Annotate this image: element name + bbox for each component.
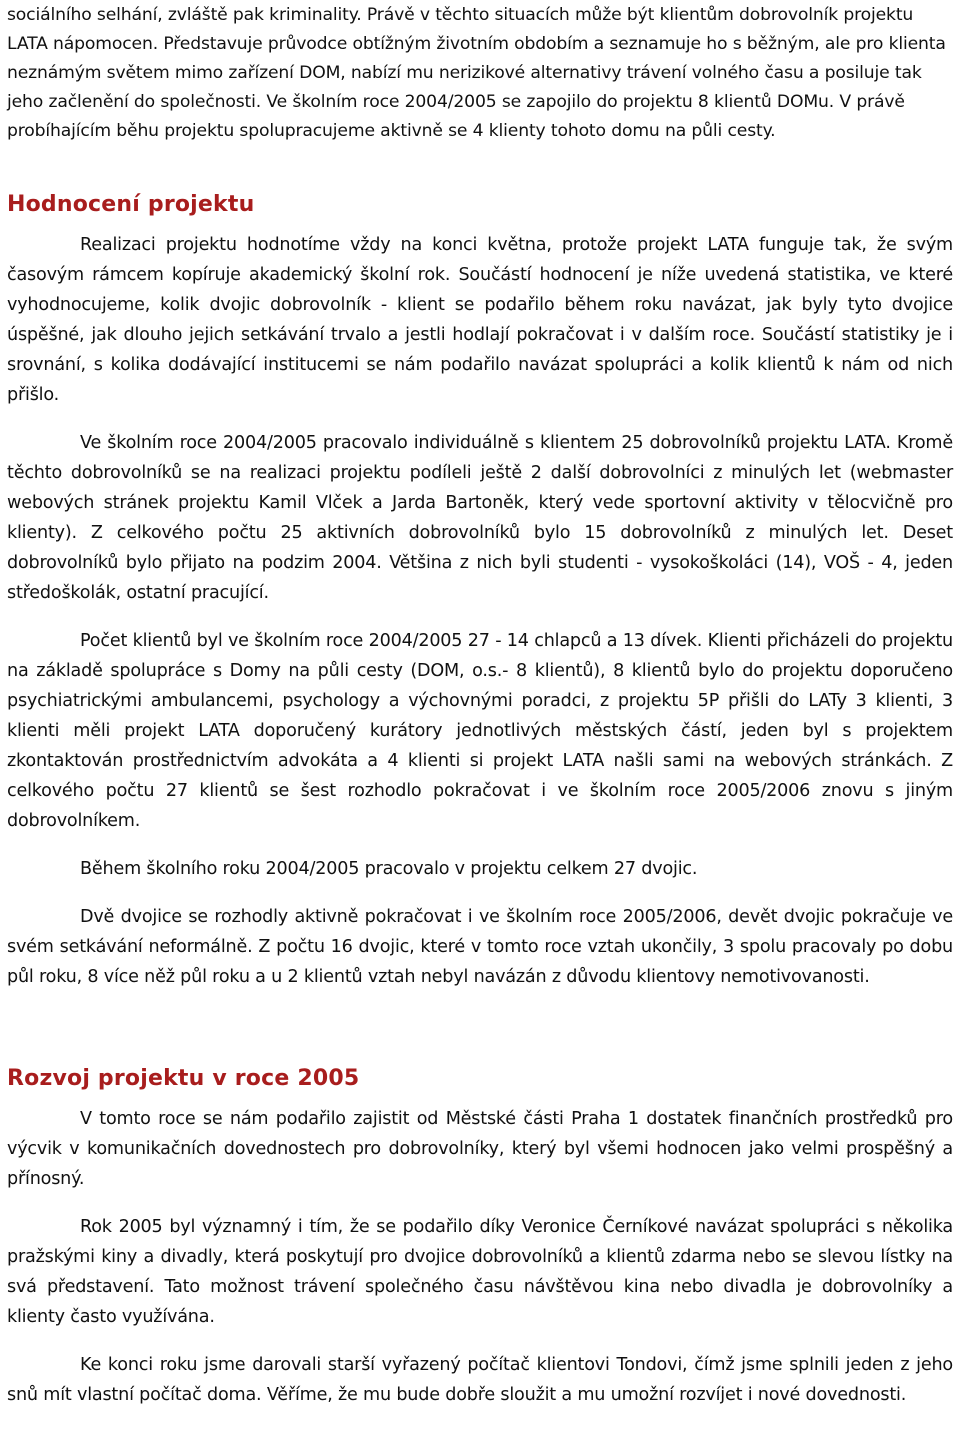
paragraph: Dvě dvojice se rozhodly aktivně pokračovat i ve školním roce 2005/2006, devět dvojic pokračuje ve svém setkávání neformálně. Z počtu 16 dvojic, které v tomto roce vztah ukončily, 3 spolu pracovaly po dobu půl roku, 8 více něž půl roku a u 2 klientů vztah nebyl navázán z důvodu klientovy nemotivovanosti.: [7, 907, 953, 987]
section-heading-development: Rozvoj projektu v roce 2005: [7, 1066, 360, 1091]
paragraph: Počet klientů byl ve školním roce 2004/2005 27 - 14 chlapců a 13 dívek. Klienti přicházeli do projektu na základě spolupráce s Domy na půli cesty (DOM, o.s.- 8 klientů), 8 klientů bylo do projektu doporučeno psychiatrickými ambulancemi, psychology a výchovnými poradci, z projektu 5P přišli do LATy 3 klienti, 3 klienti měli projekt LATA doporučený kurátory jednotlivých městských částí, jeden byl s projektem zkontaktován prostřednictvím advokáta a 4 klienti si projekt LATA našli sami na webových stránkách. Z celkového počtu 27 klientů se šest rozhodlo pokračovat i ve školním roce 2005/2006 znovu s jiným dobrovolníkem.: [7, 631, 953, 831]
section-development: [7, 992, 953, 1410]
paragraph: Během školního roku 2004/2005 pracovalo v projektu celkem 27 dvojic.: [80, 859, 698, 879]
section-evaluation: [7, 146, 953, 992]
paragraph: V tomto roce se nám podařilo zajistit od Městské části Praha 1 dostatek finančních prostředků pro výcvik v komunikačních dovednostech pro dobrovolníky, který byl všemi hodnocen jako velmi prospěšný a přínosný.: [7, 1109, 953, 1189]
paragraph: Realizaci projektu hodnotíme vždy na konci května, protože projekt LATA funguje tak, že svým časovým rámcem kopíruje akademický školní rok. Součástí hodnocení je níže uvedená statistika, ve které vyhodnocujeme, kolik dvojic dobrovolník - klient se podařilo během roku navázat, jak byly tyto dvojice úspěšné, jak dlouho jejich setkávání trvalo a jestli hodlají pokračovat i v dalším roce. Součástí statistiky je i srovnání, s kolika dodávající institucemi se nám podařilo navázat spolupráci a kolik klientů k nám od nich přišlo.: [7, 235, 953, 405]
paragraph: Ke konci roku jsme darovali starší vyřazený počítač klientovi Tondovi, čímž jsme splnili jeden z jeho snů mít vlastní počítač doma. Věříme, že mu bude dobře sloužit a mu umožní rozvíjet i nové dovednosti.: [7, 1355, 953, 1405]
paragraph: Rok 2005 byl významný i tím, že se podařilo díky Veronice Černíkové navázat spolupráci s několika pražskými kiny a divadly, která poskytují pro dvojice dobrovolníků a klientů zdarma nebo se slevou lístky na svá představení. Tato možnost trávení společného času návštěvou kina nebo divadla je dobrovolníky a klienty často využívána.: [7, 1217, 953, 1327]
intro-paragraph: sociálního selhání, zvláště pak kriminality. Právě v těchto situacích může být klientům dobrovolník projektu LATA nápomocen. Představuje průvodce obtížným životním obdobím a seznamuje ho s běžným, ale pro klienta neznámým světem mimo zařízení DOM, nabízí mu nerizikové alternativy trávení volného času a posiluje tak jeho začlenění do společnosti. Ve školním roce 2004/2005 se zapojilo do projektu 8 klientů DOMu. V právě probíhajícím běhu projektu spolupracujeme aktivně se 4 klienty tohoto domu na půli cesty.: [7, 5, 946, 141]
section-heading-evaluation: Hodnocení projektu: [7, 192, 255, 217]
paragraph: Ve školním roce 2004/2005 pracovalo individuálně s klientem 25 dobrovolníků projektu LATA. Kromě těchto dobrovolníků se na realizaci projektu podíleli ještě 2 další dobrovolníci z minulých let (webmaster webových stránek projektu Kamil Vlček a Jarda Bartoněk, který vede sportovní aktivity v tělocvičně pro klienty). Z celkového počtu 25 aktivních dobrovolníků bylo 15 dobrovolníků z minulých let. Deset dobrovolníků bylo přijato na podzim 2004. Většina z nich byli studenti - vysokoškoláci (14), VOŠ - 4, jeden středoškolák, ostatní pracující.: [7, 433, 953, 603]
